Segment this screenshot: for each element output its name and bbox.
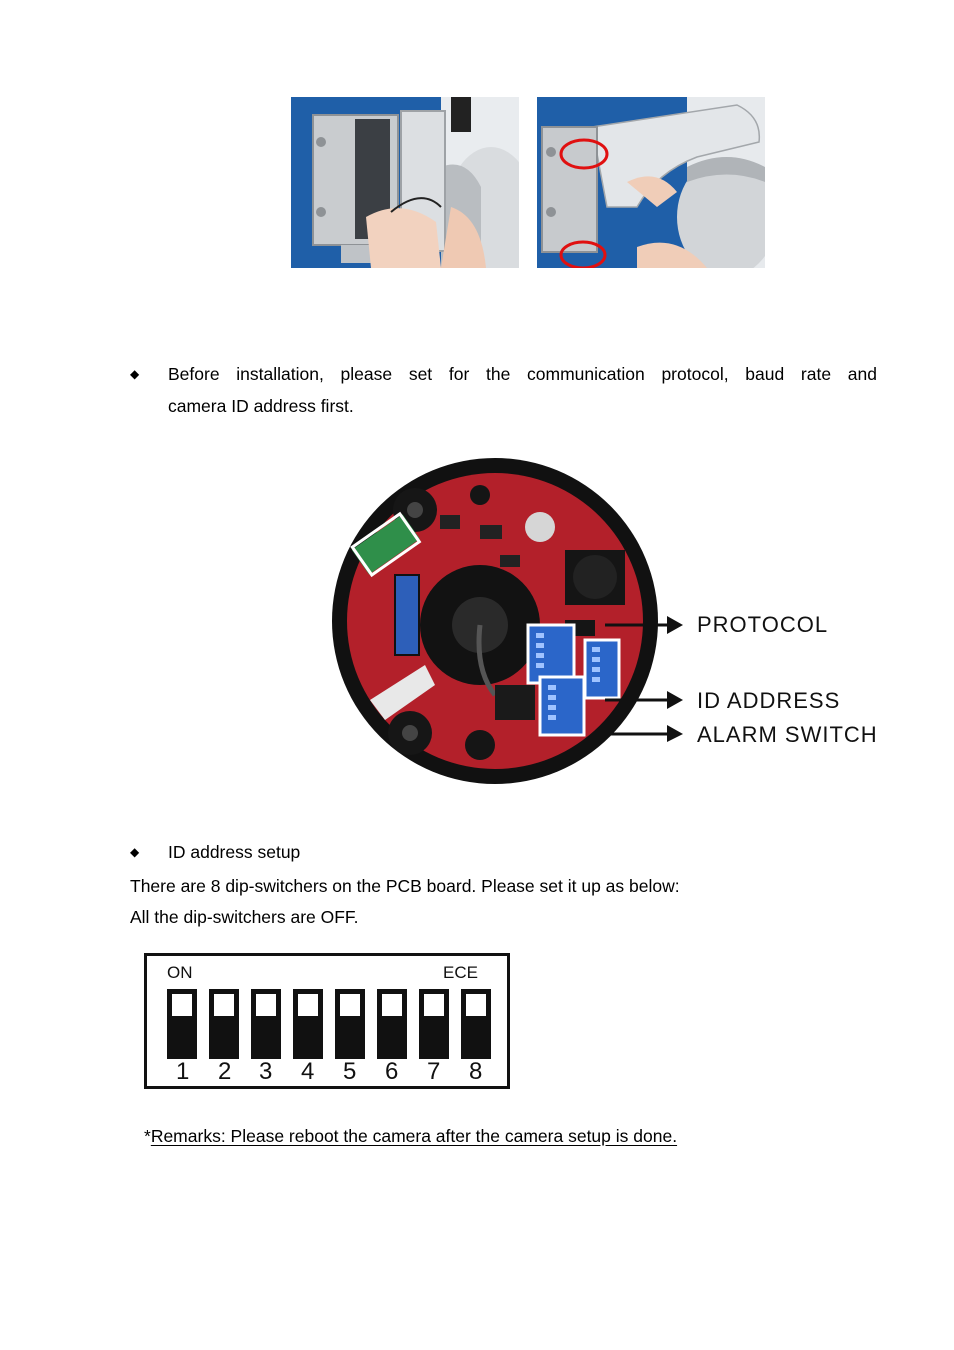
- dip-switch-diagram: [144, 953, 510, 1089]
- pcb-arrows: [605, 612, 685, 742]
- remark-text: Remarks: Please reboot the camera after the camera setup is done.: [150, 1126, 678, 1146]
- body-line-dip-count: There are 8 dip-switchers on the PCB board. Please set it up as below:: [130, 876, 680, 896]
- dip-switch-5: [335, 989, 365, 1059]
- dip-switch-4: [293, 989, 323, 1059]
- dip-number-7: 7: [427, 1058, 441, 1085]
- dip-switch-2: [209, 989, 239, 1059]
- dip-switch-6: [377, 989, 407, 1059]
- remark-note: [144, 1126, 677, 1147]
- dip-number-8: 8: [469, 1058, 483, 1085]
- dip-number-1: 1: [176, 1058, 190, 1085]
- dip-switch-7: [419, 989, 449, 1059]
- dip-number-5: 5: [343, 1058, 357, 1085]
- bullet-marker: ◆: [130, 367, 140, 381]
- dip-switch-1: [167, 989, 197, 1059]
- dip-brand-label: ECE: [443, 963, 478, 982]
- photo-junction-box-open: [291, 97, 519, 268]
- dip-switch-8: [461, 989, 491, 1059]
- body-line-all-off: All the dip-switchers are OFF.: [130, 907, 359, 927]
- remark-asterisk: *: [144, 1126, 151, 1146]
- dip-on-label: ON: [167, 963, 193, 982]
- protocol-label: PROTOCOL: [697, 612, 829, 637]
- id-address-label: ID ADDRESS: [697, 688, 841, 713]
- bullet-text-line2: camera ID address first.: [168, 396, 354, 416]
- bullet-id-address-setup: ID address setup: [168, 842, 301, 862]
- bullet-marker-2: ◆: [130, 845, 140, 859]
- dip-number-6: 6: [385, 1058, 399, 1085]
- bullet-text-line1: Before installation, please set for the communication protocol, baud rate and: [168, 364, 877, 384]
- photo-junction-box-mounted: [537, 97, 765, 268]
- dip-switch-3: [251, 989, 281, 1059]
- alarm-switch-label: ALARM SWITCH: [697, 722, 878, 747]
- dip-number-3: 3: [259, 1058, 273, 1085]
- dip-number-4: 4: [301, 1058, 315, 1085]
- dip-number-2: 2: [218, 1058, 232, 1085]
